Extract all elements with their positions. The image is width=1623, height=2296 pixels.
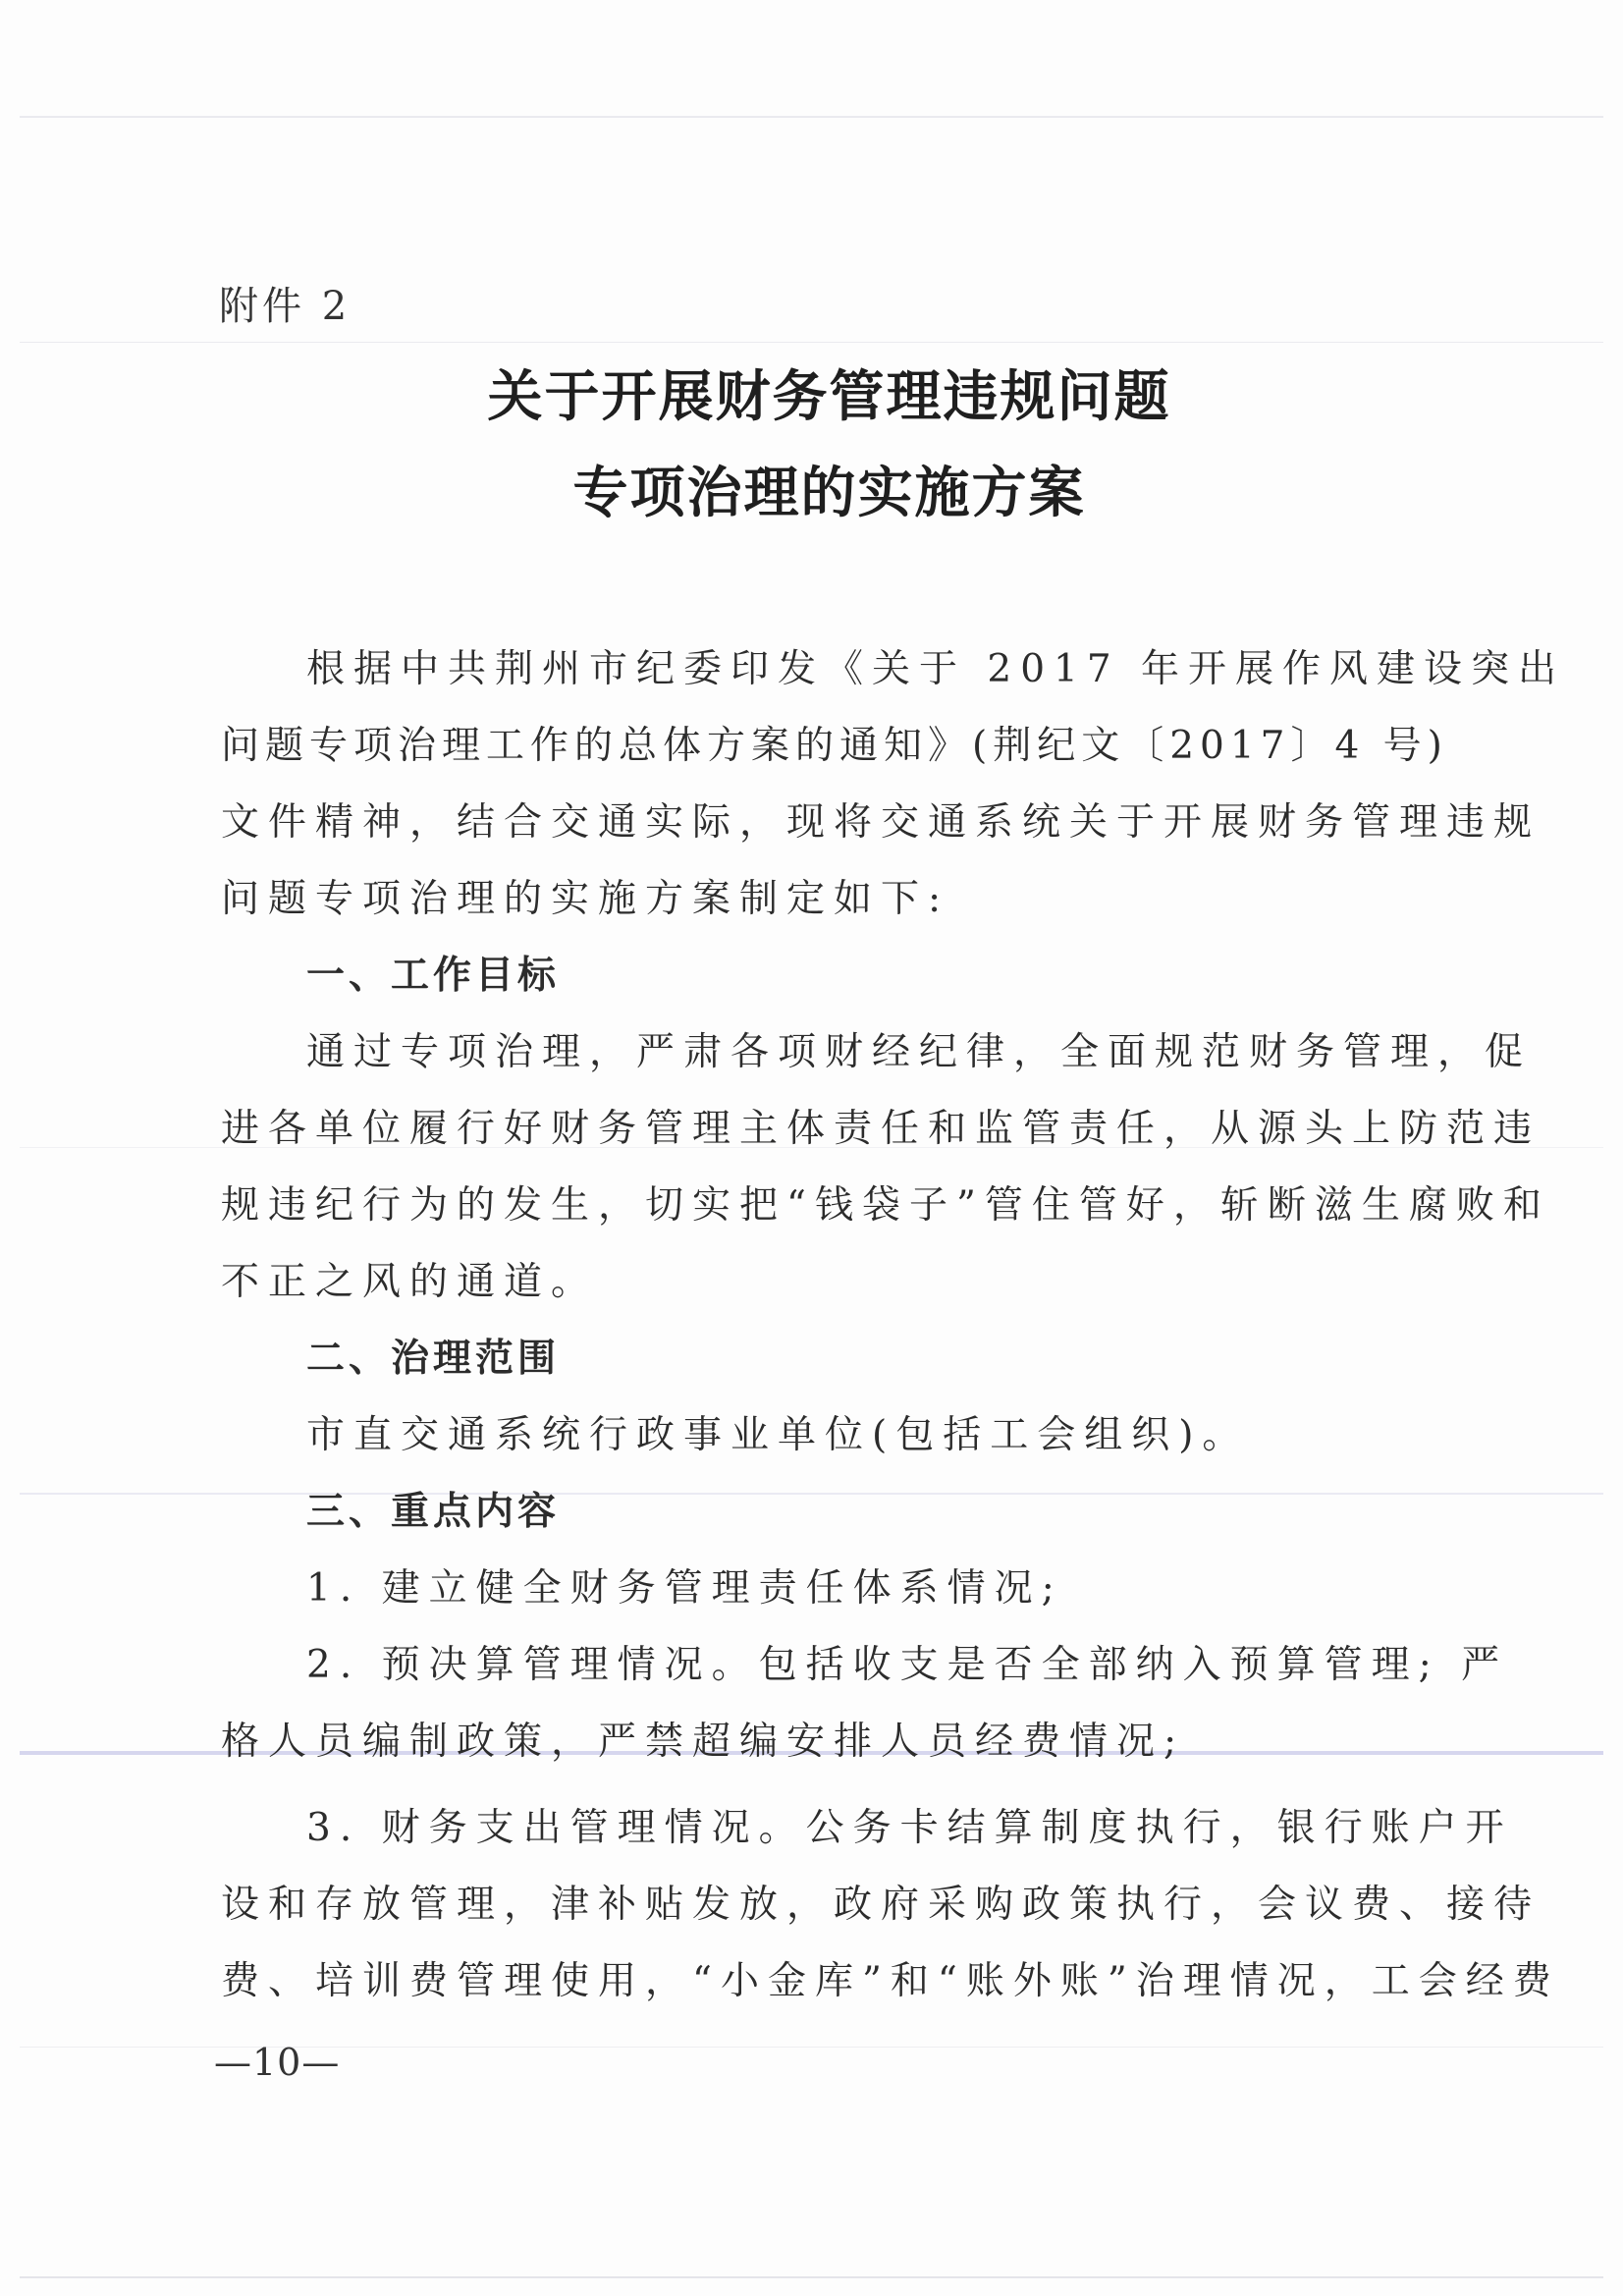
section-heading-scope: 二、治理范围: [306, 1337, 561, 1381]
scan-artifact-line: [20, 2276, 1603, 2278]
body-line: 不正之风的通道。: [221, 1260, 599, 1304]
section-heading-key-content: 三、重点内容: [306, 1490, 561, 1534]
body-line: 问题专项治理的实施方案制定如下:: [221, 877, 950, 921]
body-line: 设和存放管理，津补贴发放，政府采购政策执行，会议费、接待: [221, 1883, 1542, 1927]
document-title-line-1: 关于开展财务管理违规问题: [487, 364, 1171, 429]
page-number: —10—: [214, 2041, 341, 2084]
body-line: 根据中共荆州市纪委印发《关于 2017 年开展作风建设突出: [306, 647, 1566, 691]
body-line: 费、培训费管理使用，“小金库”和“账外账”治理情况，工会经费: [221, 1959, 1560, 2003]
scan-artifact-line: [20, 116, 1603, 118]
body-line: 进各单位履行好财务管理主体责任和监管责任，从源头上防范违: [221, 1107, 1542, 1151]
scan-artifact-line: [20, 342, 1603, 343]
body-line: 文件精神，结合交通实际，现将交通系统关于开展财务管理违规: [221, 800, 1542, 845]
list-item: 2. 预决算管理情况。包括收支是否全部纳入预算管理; 严: [306, 1643, 1509, 1687]
body-line: 格人员编制政策，严禁超编安排人员经费情况;: [221, 1720, 1186, 1764]
body-line: 通过专项治理，严肃各项财经纪律，全面规范财务管理，促: [306, 1030, 1533, 1074]
body-line: 规违纪行为的发生，切实把“钱袋子”管住管好，斩断滋生腐败和: [221, 1183, 1550, 1228]
document-title-line-2: 专项治理的实施方案: [572, 461, 1086, 525]
scan-artifact-line: [20, 1493, 1603, 1495]
attachment-label: 附件 2: [219, 284, 352, 329]
body-line: 市直交通系统行政事业单位(包括工会组织)。: [306, 1413, 1250, 1457]
section-heading-work-goal: 一、工作目标: [306, 954, 561, 998]
list-item: 3. 财务支出管理情况。公务卡结算制度执行，银行账户开: [306, 1806, 1513, 1850]
list-item: 1. 建立健全财务管理责任体系情况;: [306, 1566, 1063, 1611]
body-line: 问题专项治理工作的总体方案的通知》(荆纪文〔2017〕4 号): [221, 724, 1448, 768]
